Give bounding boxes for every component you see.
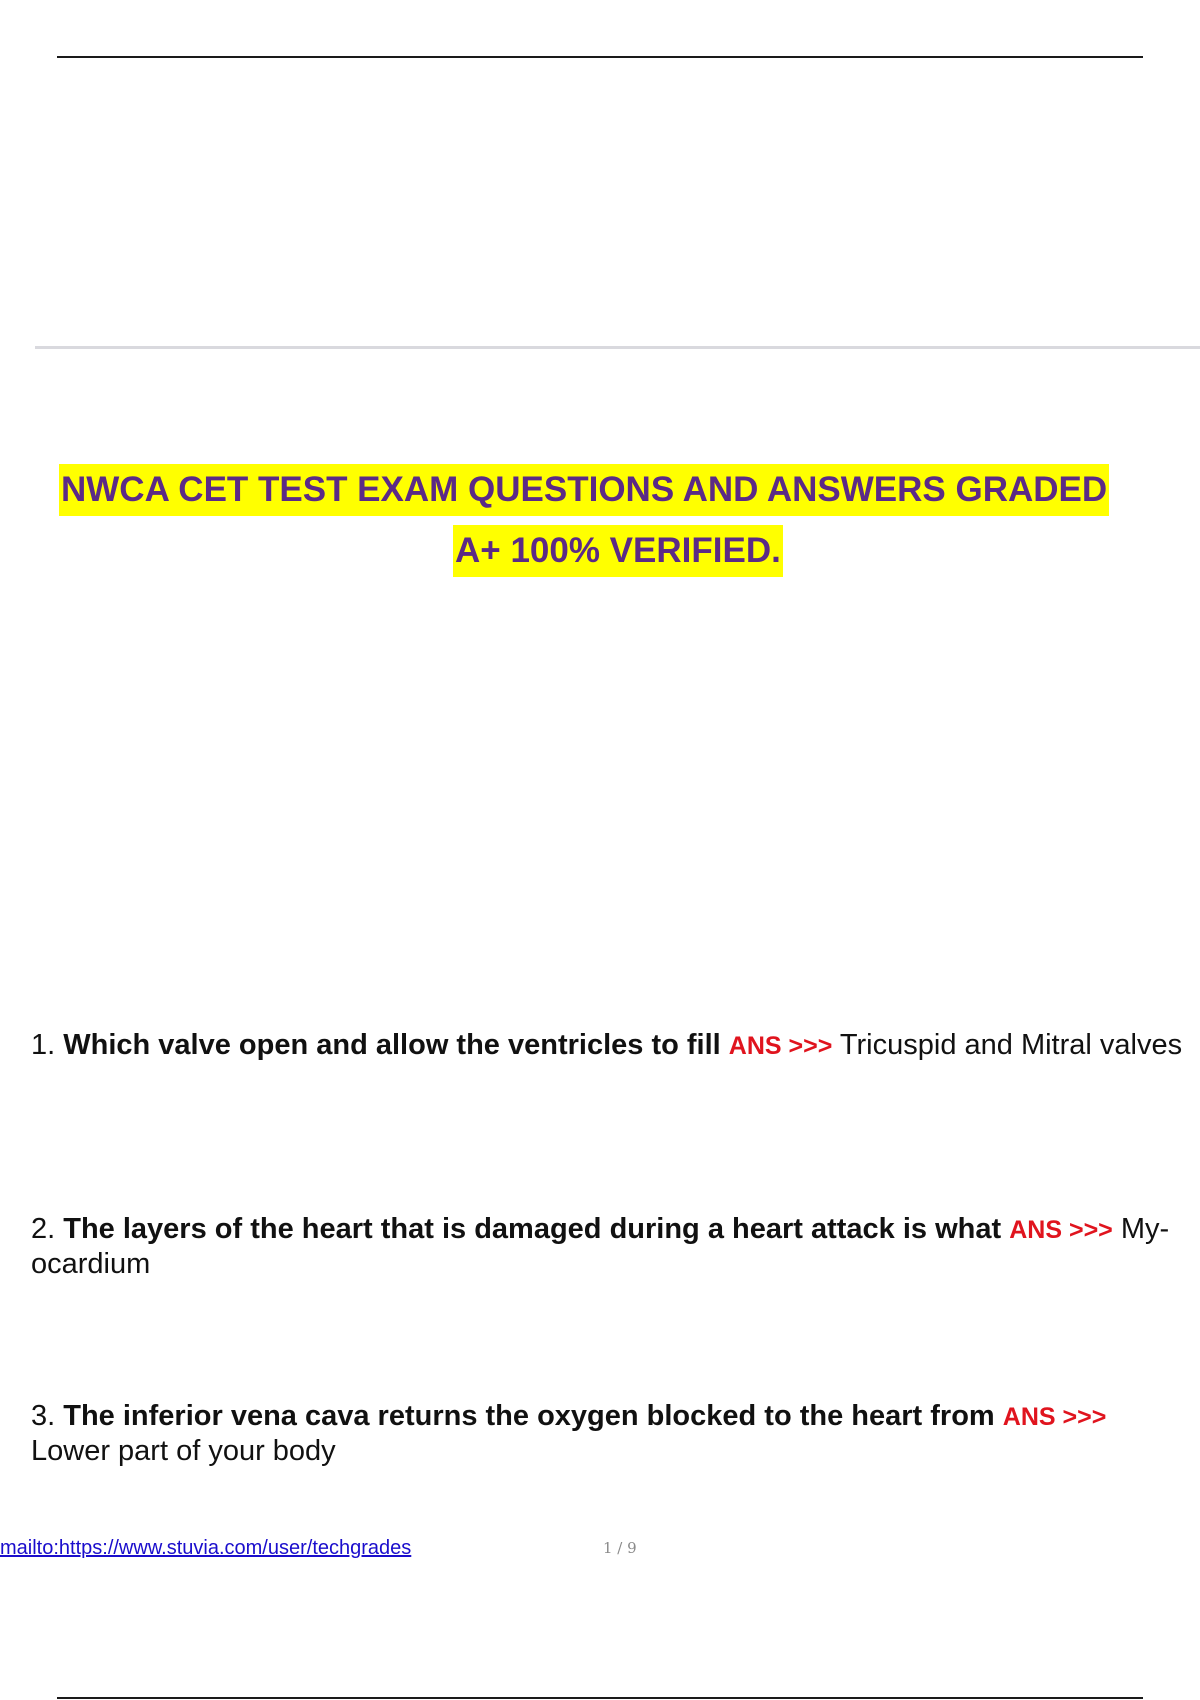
document-title-line-1: NWCA CET TEST EXAM QUESTIONS AND ANSWERS GRADED [59, 464, 1109, 516]
answer-text: Tricuspid and Mitral valves [839, 1029, 1183, 1061]
bottom-rule [57, 1697, 1143, 1699]
footer-mailto-link[interactable]: mailto:https://www.stuvia.com/user/techgrades [0, 1537, 412, 1559]
qa-item-1 [31, 1028, 1200, 1063]
question-number: 3. [31, 1400, 56, 1432]
answer-text: My- ocardium [31, 1213, 1170, 1280]
page-indicator: 1 / 9 [603, 1539, 637, 1557]
top-rule [57, 56, 1143, 58]
answer-marker: ANS >>> [728, 1032, 833, 1060]
question-number: 1. [31, 1029, 56, 1061]
question-text: The layers of the heart that is damaged during a heart attack is what [63, 1213, 1002, 1245]
document-title-line-2: A+ 100% VERIFIED. [453, 525, 783, 577]
answer-marker: ANS >>> [1002, 1403, 1107, 1431]
answer-marker: ANS >>> [1009, 1216, 1113, 1244]
question-text: Which valve open and allow the ventricles to fill [63, 1029, 721, 1061]
qa-item-2 [31, 1212, 1181, 1281]
section-divider [35, 346, 1200, 349]
question-text: The inferior vena cava returns the oxygen blocked to the heart from [63, 1400, 995, 1432]
question-number: 2. [31, 1213, 56, 1245]
answer-text: Lower part of your body [31, 1435, 336, 1467]
qa-item-3 [31, 1399, 1181, 1468]
